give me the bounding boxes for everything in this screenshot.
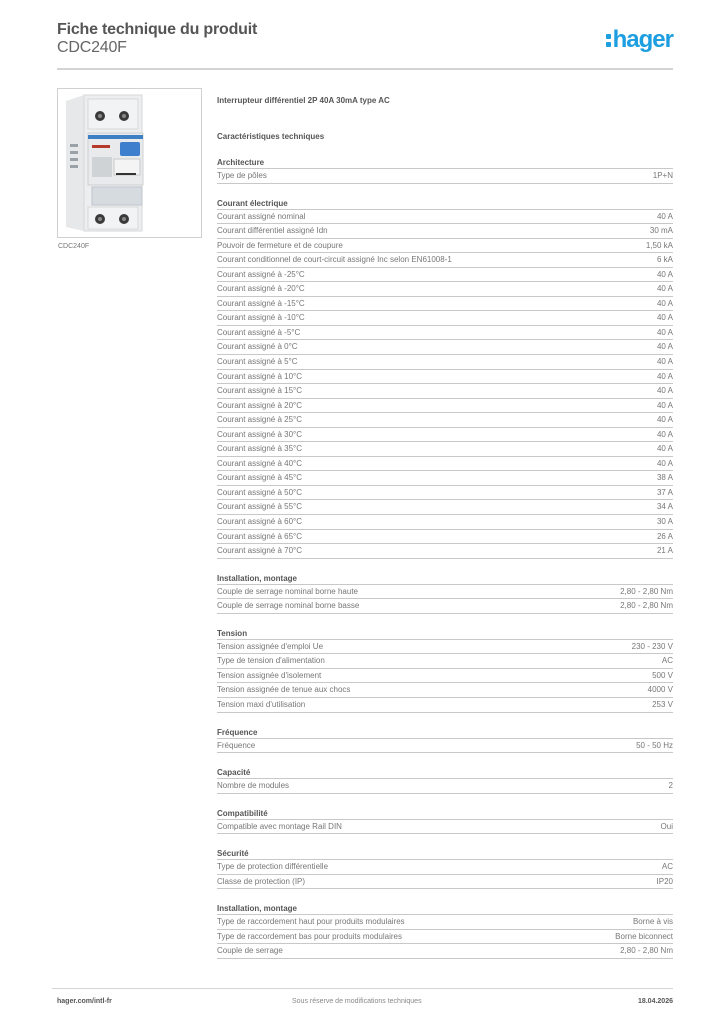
spec-row [217,340,673,355]
spec-value: 40 A [656,357,673,367]
spec-value: Borne biconnect [615,931,673,941]
spec-label: Courant assigné à -25°C [217,269,305,279]
spec-content [217,95,673,959]
spec-label: Type de pôles [217,171,267,180]
spec-section [217,157,673,184]
spec-value: 40 A [656,298,673,308]
spec-value: 40 A [656,444,673,454]
spec-label: Classe de protection (IP) [217,876,306,886]
spec-row [217,654,673,669]
spec-label: Type de protection différentielle [217,862,329,872]
spec-label: Courant assigné à -5°C [217,327,301,337]
product-image-caption: CDC240F [58,243,90,250]
spec-label: Compatible avec montage Rail DIN [217,821,342,831]
spec-row [217,585,673,600]
section-heading: Installation, montage [217,573,673,585]
spec-label: Couple de serrage [217,946,283,956]
spec-row [217,297,673,312]
spec-label: Courant assigné à 45°C [217,473,303,483]
spec-label: Courant assigné à 40°C [217,458,303,468]
spec-value: 500 V [652,670,673,680]
spec-row [217,944,673,959]
spec-value: IP20 [656,876,673,886]
spec-row [217,253,673,268]
spec-value: 230 - 230 V [631,641,673,651]
product-image [57,88,202,238]
spec-label: Tension maxi d'utilisation [217,699,306,709]
spec-value: 40 A [656,211,673,221]
spec-value: 38 A [656,473,673,483]
spec-value: 6 kA [656,255,673,265]
spec-label: Pouvoir de fermeture et de coupure [217,240,343,250]
spec-value: 2,80 - 2,80 Nm [620,946,673,956]
spec-label: Courant assigné à 30°C [217,429,303,439]
spec-label: Nombre de modules [217,781,290,791]
spec-label: Courant assigné nominal [217,211,306,221]
spec-label: Courant assigné à 10°C [217,371,303,381]
spec-label: Courant assigné à 70°C [217,546,303,556]
spec-row [217,239,673,254]
spec-row [217,384,673,399]
spec-section [217,767,673,794]
spec-value: 40 A [656,269,673,279]
spec-label: Courant assigné à 20°C [217,400,303,410]
spec-row [217,169,673,184]
spec-value: 30 mA [649,226,673,236]
section-heading: Capacité [217,767,673,779]
spec-value: 50 - 50 Hz [636,740,673,750]
spec-value: 40 A [656,429,673,439]
spec-value: 40 A [656,400,673,410]
spec-section [217,628,673,713]
footer-disclaimer: Sous réserve de modifications techniques [292,998,422,1005]
spec-value: 34 A [656,502,673,512]
spec-label: Tension assignée d'isolement [217,670,322,680]
spec-label: Type de raccordement bas pour produits modulaires [217,931,402,941]
spec-value: AC [661,862,673,872]
header-divider [57,68,673,70]
spec-row [217,370,673,385]
spec-label: Courant assigné à 65°C [217,531,303,541]
spec-label: Courant différentiel assigné Idn [217,226,328,236]
spec-row [217,599,673,614]
spec-value: 37 A [656,487,673,497]
spec-value: 40 A [656,386,673,396]
spec-row [217,210,673,225]
spec-row [217,739,673,754]
spec-row [217,399,673,414]
circuit-breaker-icon [58,89,202,238]
spec-label: Courant assigné à 5°C [217,357,298,367]
spec-label: Courant assigné à 0°C [217,342,298,352]
spec-label: Courant assigné à -15°C [217,298,305,308]
spec-label: Courant assigné à -20°C [217,284,305,294]
spec-label: Couple de serrage nominal borne haute [217,586,358,596]
spec-value: 40 A [656,313,673,323]
spec-row [217,428,673,443]
spec-label: Type de tension d'alimentation [217,656,325,666]
spec-value: 30 A [656,517,673,527]
spec-row [217,268,673,283]
spec-label: Courant assigné à 60°C [217,517,303,527]
spec-value: 40 A [656,327,673,337]
spec-label: Courant assigné à 35°C [217,444,303,454]
spec-sections [217,157,673,959]
spec-section [217,198,673,559]
footer-divider [52,988,673,989]
section-heading: Compatibilité [217,808,673,820]
spec-label: Tension assignée de tenue aux chocs [217,685,351,695]
spec-value: 26 A [656,531,673,541]
spec-label: Courant assigné à -10°C [217,313,305,323]
spec-value: 40 A [656,342,673,352]
spec-label: Couple de serrage nominal borne basse [217,601,360,611]
section-heading: Installation, montage [217,903,673,915]
spec-value: Borne à vis [632,917,673,927]
page-footer [57,998,673,1008]
spec-row [217,698,673,713]
spec-value: 40 A [656,371,673,381]
spec-row [217,500,673,515]
footer-website-link[interactable]: hager.com/intl-fr [57,998,112,1005]
spec-section [217,848,673,889]
spec-row [217,486,673,501]
section-heading: Courant électrique [217,198,673,210]
spec-value: 4000 V [647,685,673,695]
spec-row [217,544,673,559]
spec-value: 253 V [652,699,673,709]
spec-row [217,282,673,297]
spec-value: 2,80 - 2,80 Nm [620,601,673,611]
spec-row [217,471,673,486]
spec-row [217,515,673,530]
spec-label: Fréquence [217,740,256,750]
spec-value: 40 A [656,415,673,425]
spec-row [217,915,673,930]
spec-row [217,820,673,835]
spec-row [217,326,673,341]
spec-label: Type de raccordement haut pour produits modulaires [217,917,405,927]
spec-row [217,442,673,457]
spec-label: Courant assigné à 25°C [217,415,303,425]
spec-section [217,808,673,835]
section-heading: Sécurité [217,848,673,860]
characteristics-heading: Caractéristiques techniques [217,132,325,141]
section-heading: Fréquence [217,727,673,739]
footer-date: 18.04.2026 [637,998,673,1005]
spec-label: Courant conditionnel de court-circuit assigné Inc selon EN61008-1 [217,255,452,265]
spec-value: 2 [668,781,673,791]
section-heading: Architecture [217,157,673,169]
spec-row [217,413,673,428]
spec-row [217,530,673,545]
spec-value: 21 A [656,546,673,556]
spec-row [217,860,673,875]
spec-value: 1,50 kA [645,240,673,250]
spec-row [217,669,673,684]
spec-value: 1P+N [652,171,673,180]
spec-label: Courant assigné à 50°C [217,487,303,497]
spec-section [217,573,673,614]
spec-row [217,930,673,945]
spec-value: 2,80 - 2,80 Nm [620,586,673,596]
document-title: Fiche technique du produit [57,21,258,38]
spec-row [217,779,673,794]
spec-row [217,311,673,326]
spec-value: Oui [660,821,673,831]
spec-row [217,355,673,370]
product-reference: CDC240F [57,39,127,56]
spec-row [217,875,673,890]
spec-label: Courant assigné à 55°C [217,502,303,512]
logo-text: hager [612,26,673,53]
logo-colon-icon [606,32,611,48]
spec-label: Tension assignée d'emploi Ue [217,641,324,651]
spec-row [217,640,673,655]
spec-row [217,457,673,472]
spec-section [217,903,673,959]
spec-section [217,727,673,754]
spec-row [217,683,673,698]
page-header [57,21,673,56]
spec-label: Courant assigné à 15°C [217,386,303,396]
spec-value: 40 A [656,458,673,468]
hager-logo [606,27,673,53]
section-heading: Tension [217,628,673,640]
spec-value: AC [661,656,673,666]
spec-value: 40 A [656,284,673,294]
spec-row [217,224,673,239]
product-description: Interrupteur différentiel 2P 40A 30mA type AC [217,96,390,105]
